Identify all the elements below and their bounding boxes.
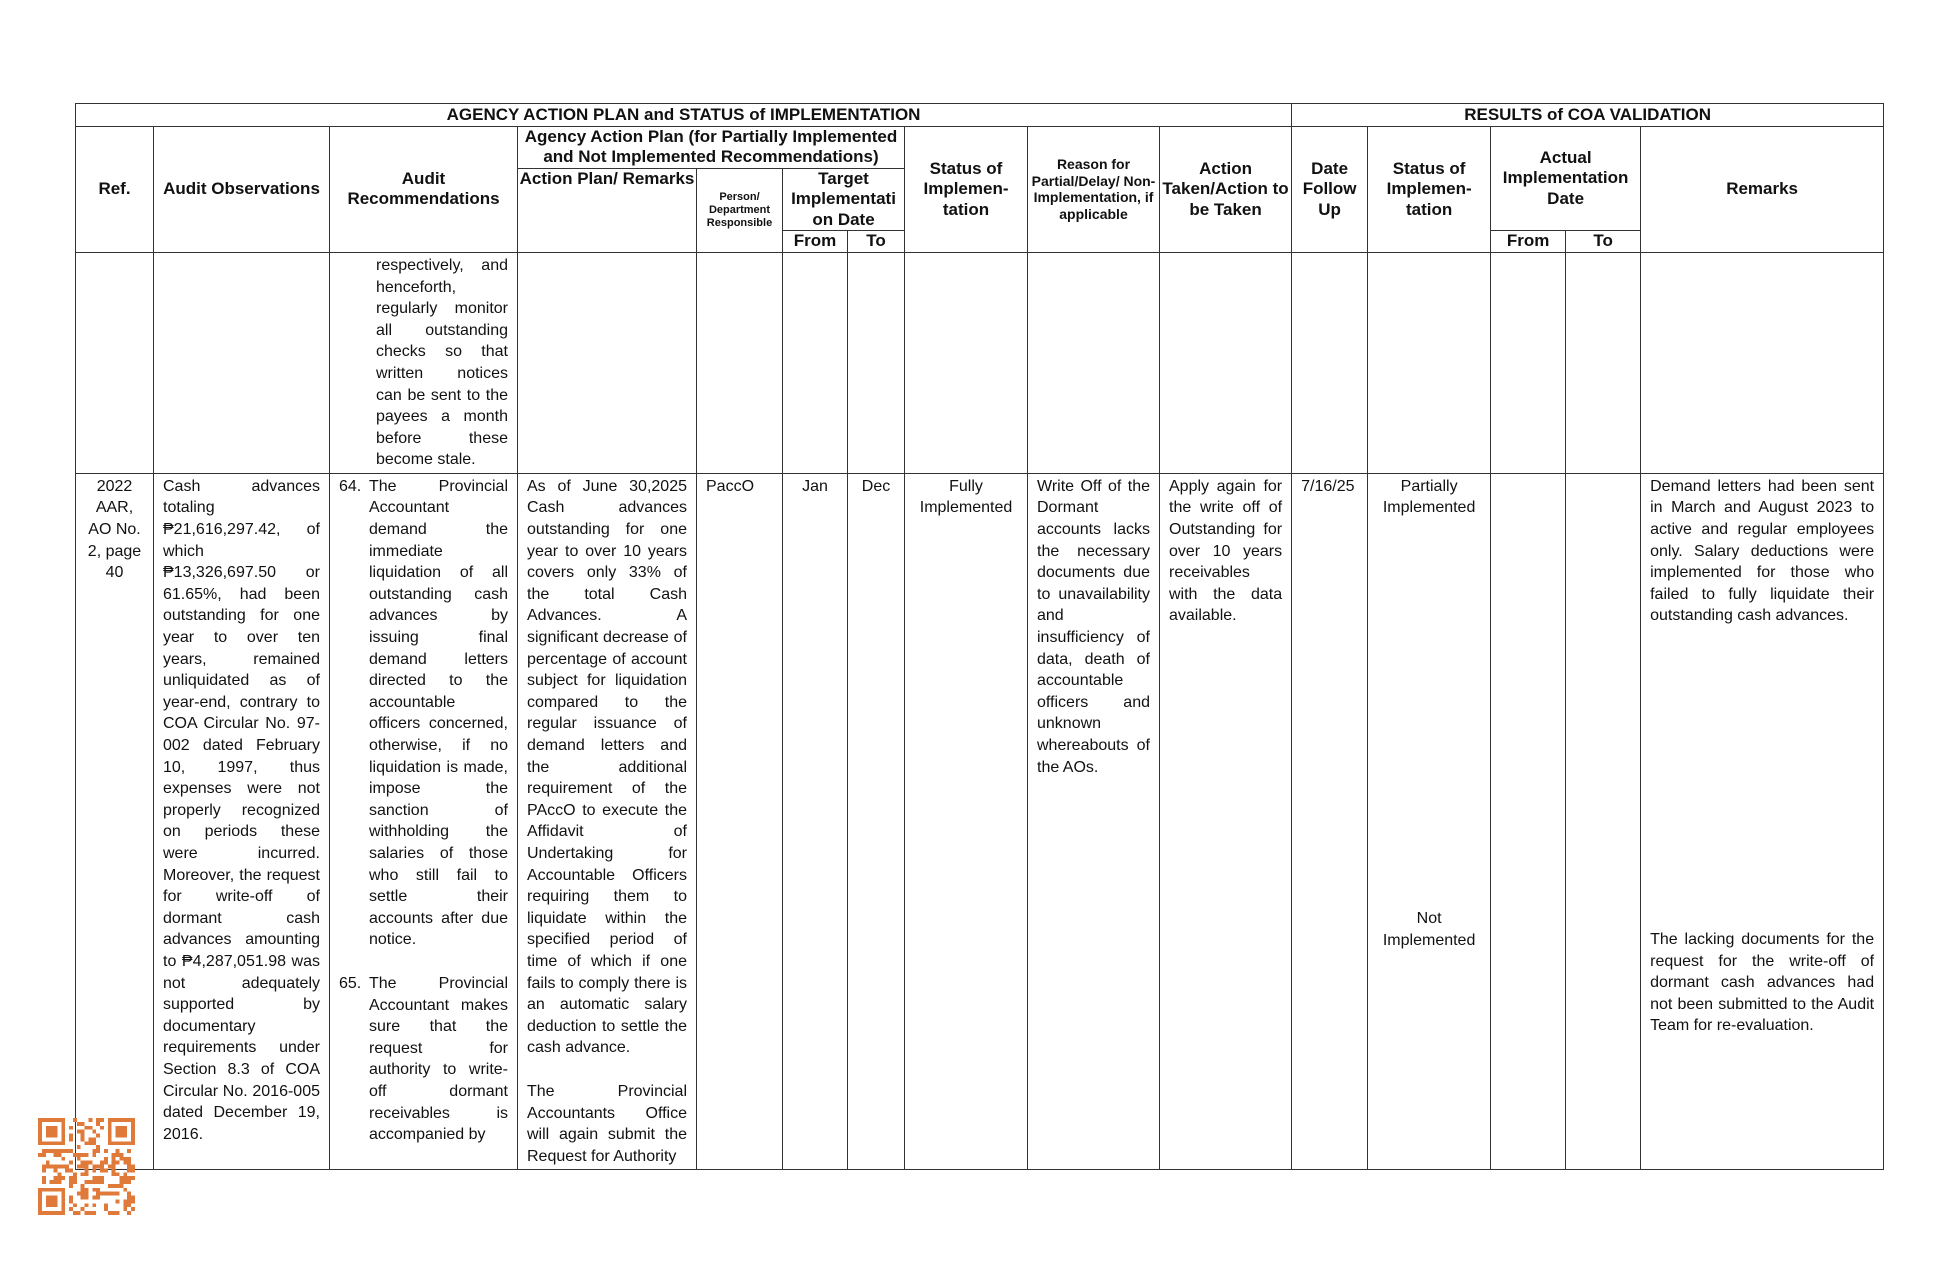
continued-row	[76, 252, 1884, 473]
action-taken-header: Action Taken/Action to be Taken	[1160, 127, 1292, 253]
recommendation-64	[339, 476, 508, 951]
coa-status-partial: Partially Implemented	[1382, 477, 1476, 517]
remarks-cell	[1641, 474, 1883, 1039]
action-plan-cell	[518, 474, 696, 1169]
recommendation-number: 64.	[339, 477, 362, 495]
action-plan-group-header: Agency Action Plan (for Partially Implemented and Not Implemented Recommendations)	[518, 127, 905, 169]
ref-header: Ref.	[76, 127, 154, 253]
action-plan-remarks-header: Action Plan/ Remarks	[518, 168, 697, 252]
agency-section-title: AGENCY ACTION PLAN and STATUS of IMPLEMENTATION	[76, 104, 1292, 127]
remarks-paragraph: The lacking documents for the request for the write-off of dormant cash advances had not been submitted to the Audit Team for re-evaluation.	[1650, 931, 1875, 1035]
action-plan-table	[75, 103, 1884, 1170]
reason-header: Reason for Partial/Delay/ Non-Implementation, if applicable	[1028, 127, 1160, 253]
recommendation-text: The Provincial Accountant makes sure that the request for authority to write-off dormant receivables is accompanied by	[369, 974, 508, 1144]
target-date-header: Target Implementati on Date	[783, 168, 905, 230]
actual-date-header: Actual Implementation Date	[1491, 127, 1641, 231]
action-plan-paragraph: As of June 30,2025 Cash advances outstanding for one year to over 10 years covers only 33% of the total Cash Advances. A significant decrease of percentage of account subject for liquidation compared to the regular issuance of demand letters and the additional requirement of the PAccO to execute the Affidavit of Undertaking for Accountable Officers requiring them to liquidate within the specified period of time of which if one fails to comply there is an automatic salary deduction to settle the cash advance.	[527, 477, 687, 1057]
coa-section-title: RESULTS of COA VALIDATION	[1292, 104, 1884, 127]
action-taken-cell: Apply again for the write off of Outstanding for over 10 years receivables with the data available.	[1169, 477, 1283, 625]
status-header: Status of Implemen-tation	[905, 127, 1028, 253]
target-to-cell: Dec	[861, 477, 891, 495]
ref-cell: 2022 AAR, AO No. 2, page 40	[87, 477, 142, 582]
remarks-paragraph: Demand letters had been sent in March and August 2023 to active and regular employees only. Salary deductions were implemented for those who failed to fully liquidate their outstanding cash advances.	[1650, 477, 1875, 625]
reason-cell: Write Off of the Dormant accounts lacks the necessary documents due to unavailability and insufficiency of data, death of accountable officers and unknown whereabouts of the AOs.	[1037, 477, 1150, 776]
recommendations-header: Audit Recommendations	[330, 127, 518, 253]
qr-code-icon	[38, 1118, 135, 1215]
recommendation-number: 65.	[339, 974, 362, 992]
coa-status-not-implemented: Not Implemented	[1382, 910, 1476, 949]
observations-header: Audit Observations	[154, 127, 330, 253]
coa-from-header: From	[1491, 230, 1566, 252]
table-row	[76, 473, 1884, 1169]
recommendation-text: The Provincial Accountant demand the immediate liquidation of all outstanding cash advances by issuing final demand letters directed to the accountable officers concerned, otherwise, if no liquidation is made, impose the sanction of withholding the salaries of those who still fail to settle their accounts after due notice.	[369, 477, 508, 949]
target-from-cell: Jan	[802, 477, 828, 495]
recommendations-cell	[330, 474, 517, 1148]
continued-recommendation: respectively, and henceforth, regularly monitor all outstanding checks so that written notices can be sent to the payees a month before these become stale.	[376, 256, 508, 469]
action-plan-paragraph: The Provincial Accountants Office will again submit the Request for Authority	[527, 1082, 687, 1165]
status-cell: Fully Implemented	[919, 477, 1013, 517]
person-responsible-header: Person/ Department Responsible	[697, 168, 783, 252]
follow-up-header: Date Follow Up	[1292, 127, 1368, 253]
recommendation-65	[339, 973, 508, 1146]
target-from-header: From	[783, 230, 848, 252]
target-to-header: To	[848, 230, 905, 252]
coa-to-header: To	[1566, 230, 1641, 252]
coa-status-cell	[1368, 474, 1490, 953]
follow-up-cell: 7/16/25	[1301, 477, 1355, 495]
coa-status-header: Status of Implemen-tation	[1368, 127, 1491, 253]
observation-cell: Cash advances totaling ₱21,616,297.42, of which ₱13,326,697.50 or 61.65%, had been outstanding for one year to over ten years, remained unliquidated as of year-end, contrary to COA Circular No. 97-002 dated February 10, 1997, thus expenses were not properly recognized on periods these were incurred. Moreover, the request for write-off of dormant cash advances amounting to ₱4,287,051.98 was not adequately supported by documentary requirements under Section 8.3 of COA Circular No. 2016-005 dated December 19, 2016.	[163, 477, 320, 1143]
person-cell: PaccO	[706, 477, 755, 495]
remarks-header: Remarks	[1641, 127, 1884, 253]
